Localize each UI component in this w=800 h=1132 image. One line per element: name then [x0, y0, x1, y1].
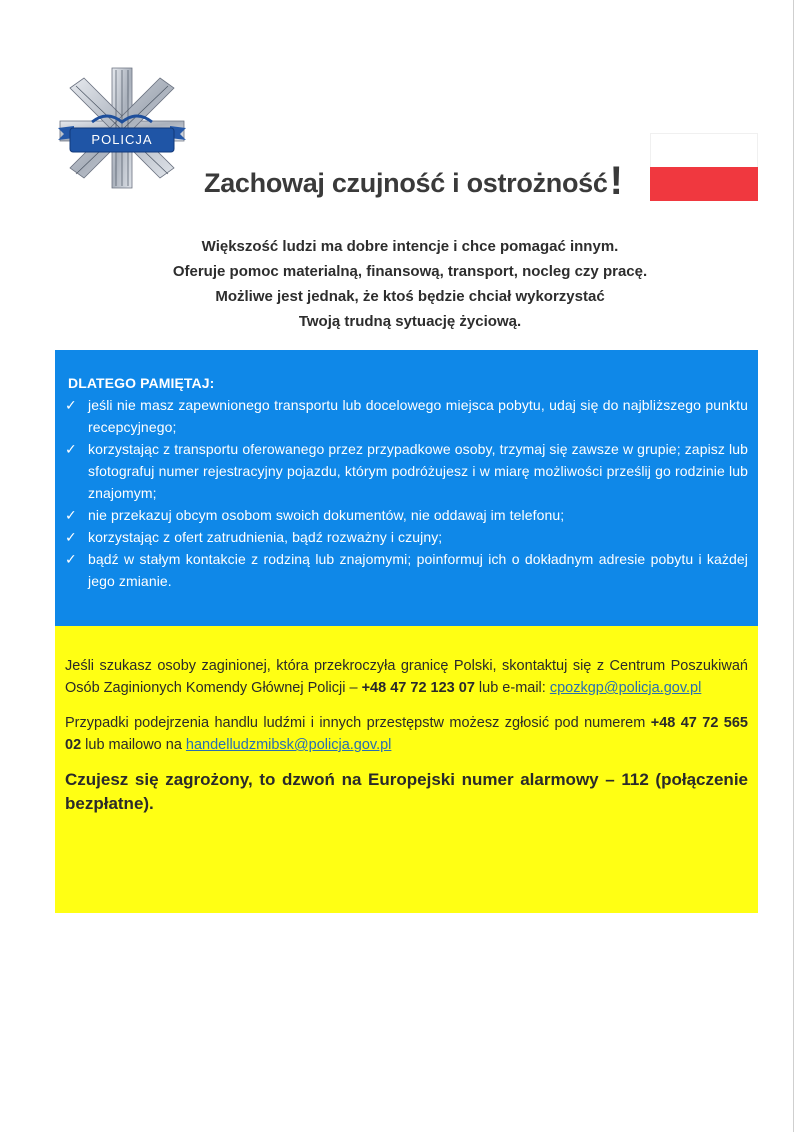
flag-red-stripe: [650, 167, 758, 201]
polish-flag: [650, 133, 758, 201]
missing-text: Jeśli szukasz osoby zaginionej, która przekroczyła granicę Polski, skontaktuj się z Centrum Poszukiwań Osób Zaginionych Komendy Głównej Policji –: [65, 658, 748, 696]
intro-line: Możliwe jest jednak, że ktoś będzie chciał wykorzystać: [215, 288, 605, 305]
logo-text: POLICJA: [91, 132, 153, 147]
reminder-list: [65, 394, 748, 592]
reminder-heading: DLATEGO PAMIĘTAJ:: [68, 375, 215, 391]
checkmark-icon: ✓: [65, 529, 77, 545]
reminder-item-text: bądź w stałym kontakcie z rodziną lub znajomymi; poinformuj ich o dokładnym adresie pobytu i każdej jego zmianie.: [88, 551, 748, 589]
flag-white-stripe: [650, 133, 758, 167]
missing-phone: +48 47 72 123 07: [361, 680, 475, 696]
reminder-item-text: korzystając z transportu oferowanego przez przypadkowe osoby, trzymaj się zawsze w grupie; zapisz lub sfotografuj numer rejestracyjny pojazdu, którym podróżujesz i w miarę możliwości prześlij go rodzinie lub znajomym;: [88, 441, 748, 501]
missing-text-middle: lub e-mail:: [474, 680, 550, 696]
checkmark-icon: ✓: [65, 397, 77, 413]
checkmark-icon: ✓: [65, 551, 77, 567]
checkmark-icon: ✓: [65, 507, 77, 523]
trafficking-phone: +48 47 72 565 02: [65, 715, 748, 753]
reminder-item: [65, 526, 748, 548]
reminder-item-text: korzystając z ofert zatrudnienia, bądź rozważny i czujny;: [88, 529, 443, 545]
reminder-item-text: jeśli nie masz zapewnionego transportu lub docelowego miejsca pobytu, udaj się do najbliższego punktu recepcyjnego;: [88, 397, 748, 435]
missing-persons-paragraph: [65, 655, 748, 699]
trafficking-paragraph: [65, 712, 748, 756]
intro-line: Twoją trudną sytuację życiową.: [298, 313, 522, 330]
intro-line: Oferuje pomoc materialną, finansową, transport, nocleg czy pracę.: [172, 263, 648, 280]
reminder-item: [65, 394, 748, 438]
trafficking-text: Przypadki podejrzenia handlu ludźmi i innych przestępstw możesz zgłosić pod numerem: [65, 715, 651, 731]
reminder-item: [65, 548, 748, 592]
emergency-number-notice: Czujesz się zagrożony, to dzwoń na Europejski numer alarmowy – 112 (połączenie bezpłatne).: [65, 770, 748, 813]
scan-edge-line: [793, 0, 794, 1132]
trafficking-text-middle: lub mailowo na: [81, 737, 186, 753]
reminder-box: [55, 350, 758, 626]
title-text: Zachowaj czujność i ostrożność: [204, 168, 608, 198]
trafficking-email-link[interactable]: handelludzmibsk@policja.gov.pl: [185, 737, 392, 753]
police-star-icon: [52, 66, 192, 196]
checkmark-icon: ✓: [65, 441, 77, 457]
contacts-box: [55, 626, 758, 913]
intro-line: Większość ludzi ma dobre intencje i chce pomagać innym.: [201, 238, 619, 255]
police-star-logo: [52, 66, 192, 196]
intro-paragraph: [90, 234, 730, 334]
title-exclamation: !: [609, 159, 623, 203]
missing-email-link[interactable]: cpozkgp@policja.gov.pl: [549, 680, 702, 696]
reminder-item: [65, 438, 748, 504]
reminder-item-text: nie przekazuj obcym osobom swoich dokumentów, nie oddawaj im telefonu;: [88, 507, 565, 523]
reminder-item: [65, 504, 748, 526]
page-title: [204, 159, 623, 203]
